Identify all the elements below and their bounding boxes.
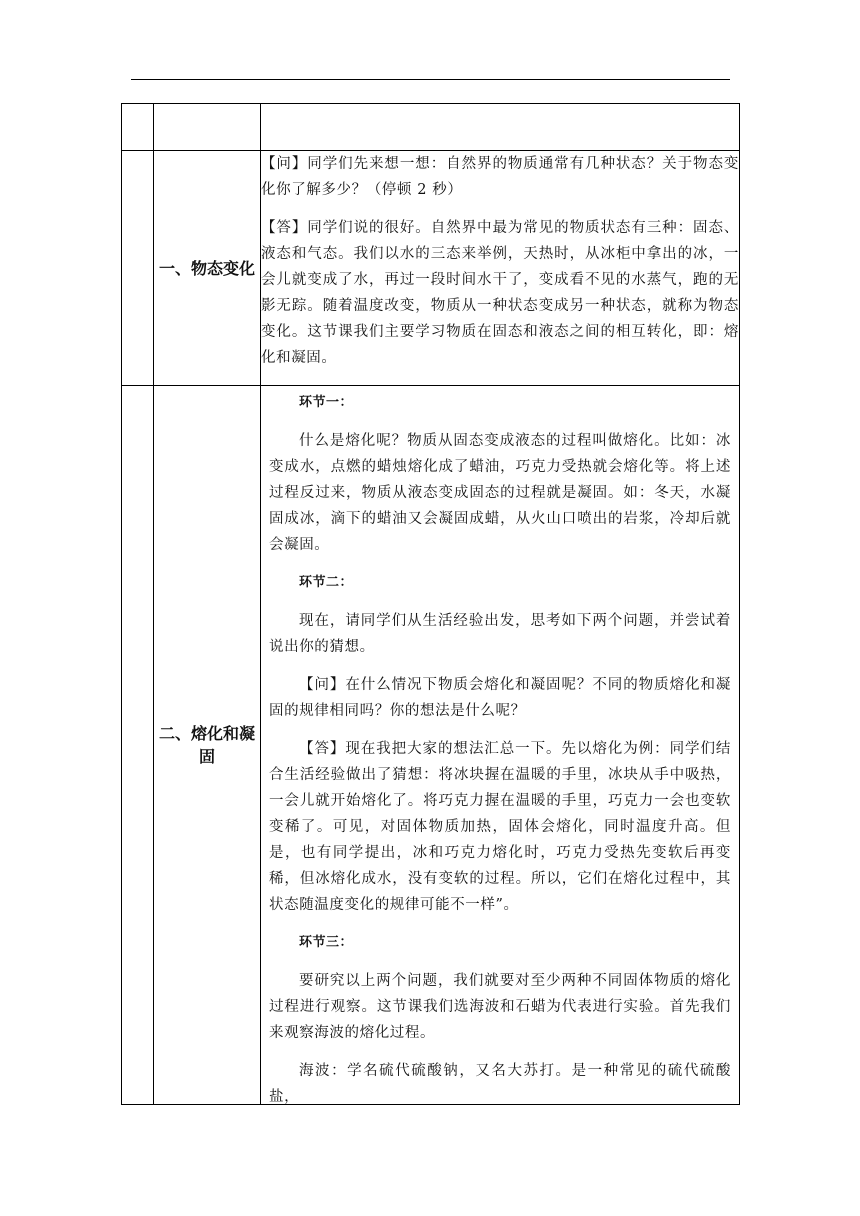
table-row	[122, 386, 740, 1105]
paragraph: 现在，请同学们从生活经验出发，思考如下两个问题，并尝试着说出你的猜想。	[269, 613, 731, 655]
answer-paragraph: 【答】同学们说的很好。自然界中最为常见的物质状态有三种：固态、液态和气态。我们以水的三态来举例，天热时，从冰柜中拿出的冰，一会儿就变成了水，再过一段时间水干了，变成看不见的水蒸气，跑的无影无踪。随着温度改变，物质从一种状态变成另一种状态，就称为物态变化。这节课我们主要学习物质在固态和液态之间的相互转化，即：熔化和凝固。	[261, 220, 739, 366]
part-label: 环节三：	[299, 935, 354, 950]
question-paragraph: 【问】在什么情况下物质会熔化和凝固呢？不同的物质熔化和凝固的规律相同吗？你的想法是什么呢？	[269, 677, 731, 719]
section-title: 一、物态变化	[154, 151, 261, 386]
header-rule	[131, 79, 730, 80]
paragraph: 海波：学名硫代硫酸钠，又名大苏打。是一种常见的硫代硫酸盐，	[269, 1063, 731, 1104]
empty-cell	[261, 104, 740, 151]
lesson-table	[121, 103, 740, 1105]
table-row	[122, 104, 740, 151]
empty-cell	[122, 151, 154, 386]
answer-paragraph: 【答】现在我把大家的想法汇总一下。先以熔化为例：同学们结合生活经验做出了猜想：将冰块握在温暖的手里，冰块从手中吸热，一会儿就开始熔化了。将巧克力握在温暖的手里，巧克力一会也变软变稀了。可见，对固体物质加热，固体会熔化，同时温度升高。但是，也有同学提出，冰和巧克力熔化时，巧克力受热先变软后再变稀，但冰熔化成水，没有变软的过程。所以，它们在熔化过程中，其状态随温度变化的规律可能不一样”。	[269, 741, 731, 913]
section-title: 二、熔化和凝固	[154, 386, 261, 1105]
paragraph: 什么是熔化呢？物质从固态变成液态的过程叫做熔化。比如：冰变成水，点燃的蜡烛熔化成了蜡油，巧克力受热就会熔化等。将上述过程反过来，物质从液态变成固态的过程就是凝固。如：冬天，水凝固成冰，滴下的蜡油又会凝固成蜡，从火山口喷出的岩浆，冷却后就会凝固。	[269, 433, 731, 553]
part-label: 环节二：	[299, 575, 354, 590]
part-label: 环节一：	[299, 395, 354, 410]
empty-cell	[122, 104, 154, 151]
empty-cell	[154, 104, 261, 151]
empty-cell	[122, 386, 154, 1105]
section-content-body	[261, 386, 739, 1104]
section-content	[261, 386, 740, 1105]
table-row	[122, 151, 740, 386]
paragraph: 要研究以上两个问题，我们就要对至少两种不同固体物质的熔化过程进行观察。这节课我们选海波和石蜡为代表进行实验。首先我们来观察海波的熔化过程。	[269, 973, 731, 1041]
section-content	[261, 151, 740, 386]
question-paragraph: 【问】同学们先来想一想：自然界的物质通常有几种状态？关于物态变化你了解多少？（停顿 2 秒）	[261, 156, 739, 198]
